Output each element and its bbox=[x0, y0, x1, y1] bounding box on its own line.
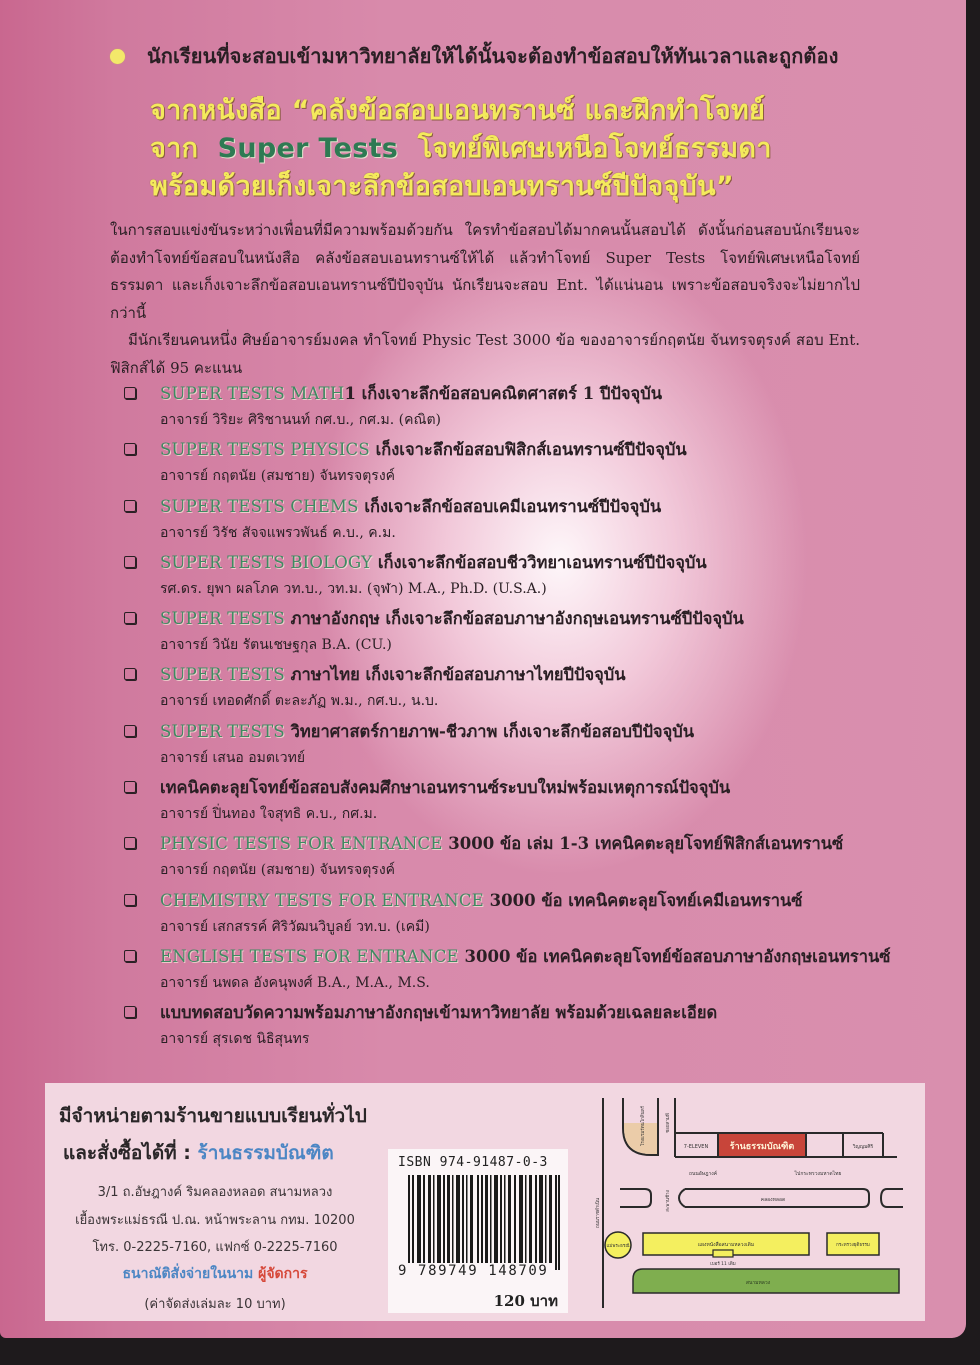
phone-fax: โทร. 0-2225-7160, แฟกซ์ 0-2225-7160 bbox=[92, 1240, 338, 1255]
barcode-icon bbox=[408, 1175, 560, 1270]
headline-line-1: จากหนังสือ “คลังข้อสอบเอนทรานซ์ และฝึกทำโจทย์ bbox=[150, 95, 766, 126]
price: 120 บาท bbox=[493, 1292, 558, 1310]
order-line: และสั่งซื้อได้ที่ : ร้านธรรมบัณฑิต bbox=[63, 1142, 334, 1164]
book-item: SUPER TESTS CHEMS เก็งเจาะลึกข้อสอบเคมีเอนทรานซ์ปีปัจจุบัน อาจารย์ วิรัช สัจจแพรวพันธ์ ค.บ., ค.ม. bbox=[124, 494, 864, 550]
svg-text:ถนนอัษฎางค์: ถนนอัษฎางค์ bbox=[688, 1171, 718, 1177]
svg-text:ซอยสามพี: ซอยสามพี bbox=[666, 1113, 671, 1133]
map-store-label: ร้านธรรมบัณฑิต bbox=[729, 1142, 795, 1152]
svg-text:คลองหลอด: คลองหลอด bbox=[760, 1197, 786, 1203]
book-item: SUPER TESTS PHYSICS เก็งเจาะลึกข้อสอบฟิสิกส์เอนทรานซ์ปีปัจจุบัน อาจารย์ กฤตนัย (สมชาย) จันทรจตุรงค์ bbox=[124, 437, 864, 493]
book-item: ENGLISH TESTS FOR ENTRANCE 3000 ข้อ เทคนิคตะลุยโจทย์ข้อสอบภาษาอังกฤษเอนทรานซ์ อาจารย์ นพดล อังคนุพงศ์ B.A., M.A., M.S. bbox=[124, 944, 864, 1000]
svg-text:แผงหนังสือสนามหลวงเดิม: แผงหนังสือสนามหลวงเดิม bbox=[697, 1242, 755, 1248]
intro-line bbox=[110, 40, 866, 72]
headline bbox=[150, 92, 870, 206]
checkbox-icon bbox=[124, 1006, 136, 1018]
store-name: ร้านธรรมบัณฑิต bbox=[197, 1142, 334, 1164]
barcode-digits: 9 789749 148709 bbox=[398, 1263, 549, 1279]
checkbox-icon bbox=[124, 500, 136, 512]
money-order-line: ธนาณัติสั่งจ่ายในนาม ผู้จัดการ bbox=[122, 1266, 308, 1282]
svg-text:ไปกระทรวงมหาดไทย: ไปกระทรวงมหาดไทย bbox=[794, 1171, 842, 1177]
availability-text: มีจำหน่ายตามร้านขายแบบเรียนทั่วไป bbox=[59, 1105, 367, 1127]
isbn-barcode-box bbox=[388, 1149, 568, 1313]
checkbox-icon bbox=[124, 668, 136, 680]
checkbox-icon bbox=[124, 781, 136, 793]
bottom-info-panel bbox=[45, 1083, 925, 1321]
book-item: แบบทดสอบวัดความพร้อมภาษาอังกฤษเข้ามหาวิทยาลัย พร้อมด้วยเฉลยละเอียด อาจารย์ สุรเดช นิธิสุนทร bbox=[124, 1000, 864, 1056]
svg-text:วิญญมศิริ: วิญญมศิริ bbox=[852, 1144, 874, 1150]
checkbox-icon bbox=[124, 387, 136, 399]
svg-text:ถนนราชดำเนิน: ถนนราชดำเนิน bbox=[596, 1197, 601, 1229]
checkbox-icon bbox=[124, 950, 136, 962]
intro-text: นักเรียนที่จะสอบเข้ามหาวิทยาลัยให้ได้นั้นจะต้องทำข้อสอบให้ทันเวลาและถูกต้อง bbox=[147, 44, 839, 68]
checkbox-icon bbox=[124, 556, 136, 568]
checkbox-icon bbox=[124, 725, 136, 737]
book-list bbox=[124, 381, 891, 1057]
store-location-map bbox=[593, 1093, 923, 1313]
address-line-1: 3/1 ถ.อัษฎางค์ ริมคลองหลอด สนามหลวง bbox=[97, 1185, 333, 1200]
book-item: CHEMISTRY TESTS FOR ENTRANCE 3000 ข้อ เทคนิคตะลุยโจทย์เคมีเอนทรานซ์ อาจารย์ เสกสรรค์ ศิริวัฒนวิบูลย์ วท.บ. (เคมี) bbox=[124, 888, 864, 944]
bullet-dot-icon bbox=[110, 49, 125, 64]
svg-text:เบอร์ 11 เดิม: เบอร์ 11 เดิม bbox=[710, 1262, 736, 1267]
svg-text:7-ELEVEN: 7-ELEVEN bbox=[683, 1144, 709, 1150]
svg-text:แม่พระธรณี: แม่พระธรณี bbox=[606, 1244, 630, 1249]
body-paragraph-1: ในการสอบแข่งขันระหว่างเพื่อนที่มีความพร้อมด้วยกัน ใครทำข้อสอบได้มากคนนั้นสอบได้ ดังนั้นก่อนสอบนักเรียนจะต้องทำโจทย์ข้อสอบในหนังสือ คลังข้อสอบเอนทรานซ์ให้ได้ แล้วทำโจทย์ Super Tests โจทย์พิเศษเหนือโจทย์ธรรมดา และเก็งเจาะลึกข้อสอบเอนทรานซ์ปีปัจจุบัน นักเรียนจะสอบ Ent. ได้แน่นอน เพราะข้อสอบจริงจะไม่ยากไปกว่านี้ bbox=[110, 221, 860, 322]
payee: ผู้จัดการ bbox=[258, 1266, 308, 1282]
headline-line-3: พร้อมด้วยเก็งเจาะลึกข้อสอบเอนทรานซ์ปีปัจจุบัน” bbox=[150, 171, 734, 202]
book-item: SUPER TESTS ภาษาอังกฤษ เก็งเจาะลึกข้อสอบภาษาอังกฤษเอนทรานซ์ปีปัจจุบัน อาจารย์ วินัย รัตนเชษฐกุล B.A. (CU.) bbox=[124, 606, 864, 662]
checkbox-icon bbox=[124, 837, 136, 849]
book-item: เทคนิคตะลุยโจทย์ข้อสอบสังคมศึกษาเอนทรานซ์ระบบใหม่พร้อมเหตุการณ์ปัจจุบัน อาจารย์ ปิ่นทอง ใจสุทธิ ค.บ., กศ.ม. bbox=[124, 775, 864, 831]
body-paragraph-2: มีนักเรียนคนหนึ่ง ศิษย์อาจารย์มงคล ทำโจทย์ Physic Test 3000 ข้อ ของอาจารย์กฤตนัย จันทรจตุรงค์ สอบ Ent. ฟิสิกส์ได้ 95 คะแนน bbox=[110, 331, 860, 377]
book-item: PHYSIC TESTS FOR ENTRANCE 3000 ข้อ เล่ม 1-3 เทคนิคตะลุยโจทย์ฟิสิกส์เอนทรานซ์ อาจารย์ กฤตนัย (สมชาย) จันทรจตุรงค์ bbox=[124, 831, 864, 887]
book-item: SUPER TESTS BIOLOGY เก็งเจาะลึกข้อสอบชีววิทยาเอนทรานซ์ปีปัจจุบัน รศ.ดร. ยุพา ผลโภค วท.บ., วท.ม. (จุฬา) M.A., Ph.D. (U.S.A.) bbox=[124, 550, 864, 606]
checkbox-icon bbox=[124, 612, 136, 624]
shipping-fee: (ค่าจัดส่งเล่มละ 10 บาท) bbox=[144, 1297, 286, 1312]
headline-line-2: จาก Super Tests โจทย์พิเศษเหนือโจทย์ธรรมดา bbox=[150, 133, 772, 164]
svg-text:สะพานช้าง: สะพานช้าง bbox=[666, 1190, 671, 1212]
svg-text:สนามหลวง: สนามหลวง bbox=[745, 1280, 771, 1286]
checkbox-icon bbox=[124, 443, 136, 455]
super-tests-highlight: Super Tests bbox=[217, 133, 399, 164]
book-item: SUPER TESTS วิทยาศาสตร์กายภาพ-ชีวภาพ เก็งเจาะลึกข้อสอบปีปัจจุบัน อาจารย์ เสนอ อมตเวทย์ bbox=[124, 719, 864, 775]
book-item: SUPER TESTS MATH1 เก็งเจาะลึกข้อสอบคณิตศาสตร์ 1 ปีปัจจุบัน อาจารย์ วิริยะ ศิริชานนท์ กศ.บ., กศ.ม. (คณิต) bbox=[124, 381, 864, 437]
address-line-2: เยื้องพระแม่ธรณี ป.ณ. หน้าพระลาน กทม. 10200 bbox=[75, 1213, 355, 1228]
svg-text:กระทรวงยุติธรรม: กระทรวงยุติธรรม bbox=[836, 1243, 870, 1248]
isbn-label: ISBN 974-91487-0-3 bbox=[398, 1155, 548, 1170]
svg-text:โรงแรมรัตนโกสินทร์: โรงแรมรัตนโกสินทร์ bbox=[641, 1105, 646, 1147]
checkbox-icon bbox=[124, 894, 136, 906]
book-item: SUPER TESTS ภาษาไทย เก็งเจาะลึกข้อสอบภาษาไทยปีปัจจุบัน อาจารย์ เทอดศักดิ์ ตะละภัฏ พ.ม., กศ.บ., น.บ. bbox=[124, 662, 864, 718]
